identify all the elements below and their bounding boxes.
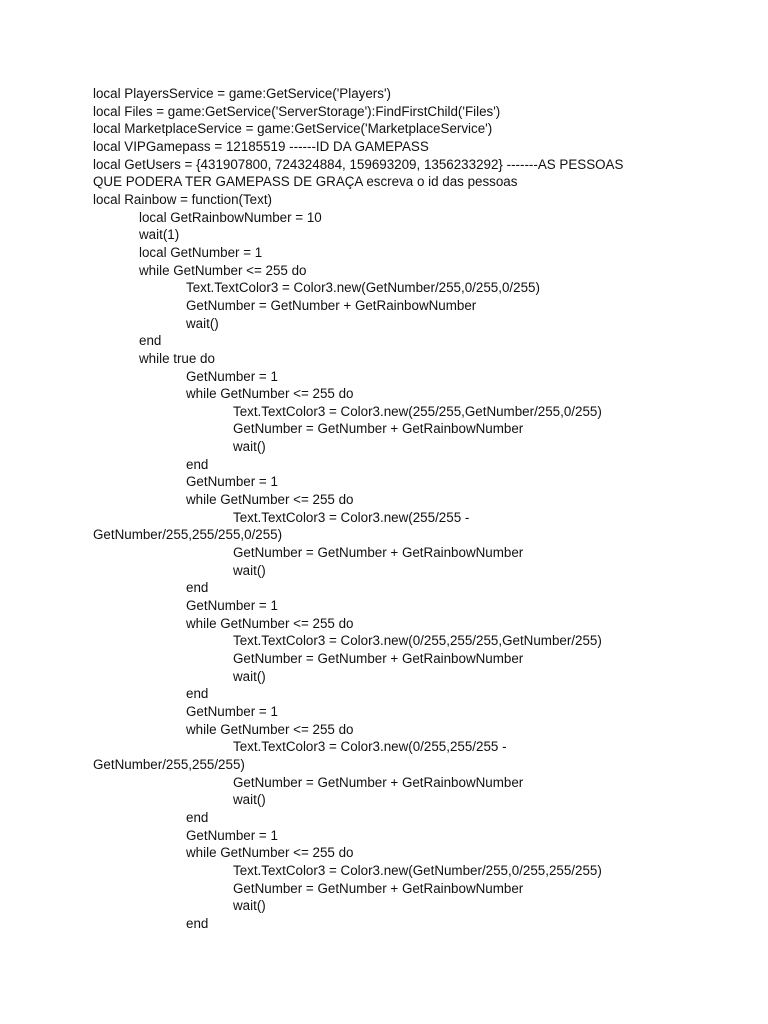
code-line: local GetRainbowNumber = 10 xyxy=(139,209,322,225)
code-line: Text.TextColor3 = Color3.new(255/255 - xyxy=(233,509,470,525)
code-line: end xyxy=(186,809,209,825)
code-line: wait() xyxy=(186,315,219,331)
code-line: local MarketplaceService = game:GetService('MarketplaceService') xyxy=(93,121,493,137)
code-line: GetNumber = 1 xyxy=(186,703,278,719)
code-line: wait() xyxy=(233,439,266,455)
code-line: GetNumber = 1 xyxy=(186,368,278,384)
code-line: wait() xyxy=(233,562,266,578)
code-line: Text.TextColor3 = Color3.new(GetNumber/255,0/255,255/255) xyxy=(233,862,602,878)
code-line: local GetUsers = {431907800, 724324884, 159693209, 1356233292} -------AS PESSOAS xyxy=(93,156,624,172)
code-line: local Rainbow = function(Text) xyxy=(93,191,273,207)
code-line: GetNumber = GetNumber + GetRainbowNumber xyxy=(186,297,477,313)
code-line: Text.TextColor3 = Color3.new(GetNumber/255,0/255,0/255) xyxy=(186,280,540,296)
code-line: local PlayersService = game:GetService('Players') xyxy=(93,86,391,101)
code-line: end xyxy=(186,580,209,596)
code-line: end xyxy=(186,915,209,931)
code-line: wait(1) xyxy=(139,227,180,243)
code-line: while GetNumber <= 255 do xyxy=(186,845,354,861)
code-line: wait() xyxy=(233,792,266,808)
code-line: while GetNumber <= 255 do xyxy=(139,262,307,278)
code-line: Text.TextColor3 = Color3.new(0/255,255/255,GetNumber/255) xyxy=(233,633,602,649)
code-line: end xyxy=(186,686,209,702)
code-line: GetNumber = 1 xyxy=(186,598,278,614)
code-line: end xyxy=(139,333,162,349)
code-line: GetNumber/255,255/255,0/255) xyxy=(93,527,283,543)
code-line: QUE PODERA TER GAMEPASS DE GRAÇA escreva o id das pessoas xyxy=(93,174,518,190)
code-line: while GetNumber <= 255 do xyxy=(186,386,354,402)
code-line: wait() xyxy=(233,898,266,914)
code-line: GetNumber = GetNumber + GetRainbowNumber xyxy=(233,880,524,896)
code-line: local Files = game:GetService('ServerStorage'):FindFirstChild('Files') xyxy=(93,103,501,119)
code-line: while true do xyxy=(139,350,215,366)
code-line: Text.TextColor3 = Color3.new(255/255,GetNumber/255,0/255) xyxy=(233,403,602,419)
code-line: wait() xyxy=(233,668,266,684)
code-line: GetNumber = GetNumber + GetRainbowNumber xyxy=(233,774,524,790)
code-line: while GetNumber <= 255 do xyxy=(186,615,354,631)
code-line: while GetNumber <= 255 do xyxy=(186,492,354,508)
code-line: GetNumber = 1 xyxy=(186,827,278,843)
code-line: GetNumber = GetNumber + GetRainbowNumber xyxy=(233,421,524,437)
code-line: GetNumber = 1 xyxy=(186,474,278,490)
code-line: Text.TextColor3 = Color3.new(0/255,255/255 - xyxy=(233,739,507,755)
code-line: while GetNumber <= 255 do xyxy=(186,721,354,737)
code-line: GetNumber/255,255/255) xyxy=(93,756,245,772)
code-body xyxy=(93,85,693,933)
code-line: GetNumber = GetNumber + GetRainbowNumber xyxy=(233,545,524,561)
code-line: local VIPGamepass = 12185519 ------ID DA GAMEPASS xyxy=(93,138,429,154)
code-line: end xyxy=(186,456,209,472)
code-line: local GetNumber = 1 xyxy=(139,244,263,260)
code-line: GetNumber = GetNumber + GetRainbowNumber xyxy=(233,651,524,666)
